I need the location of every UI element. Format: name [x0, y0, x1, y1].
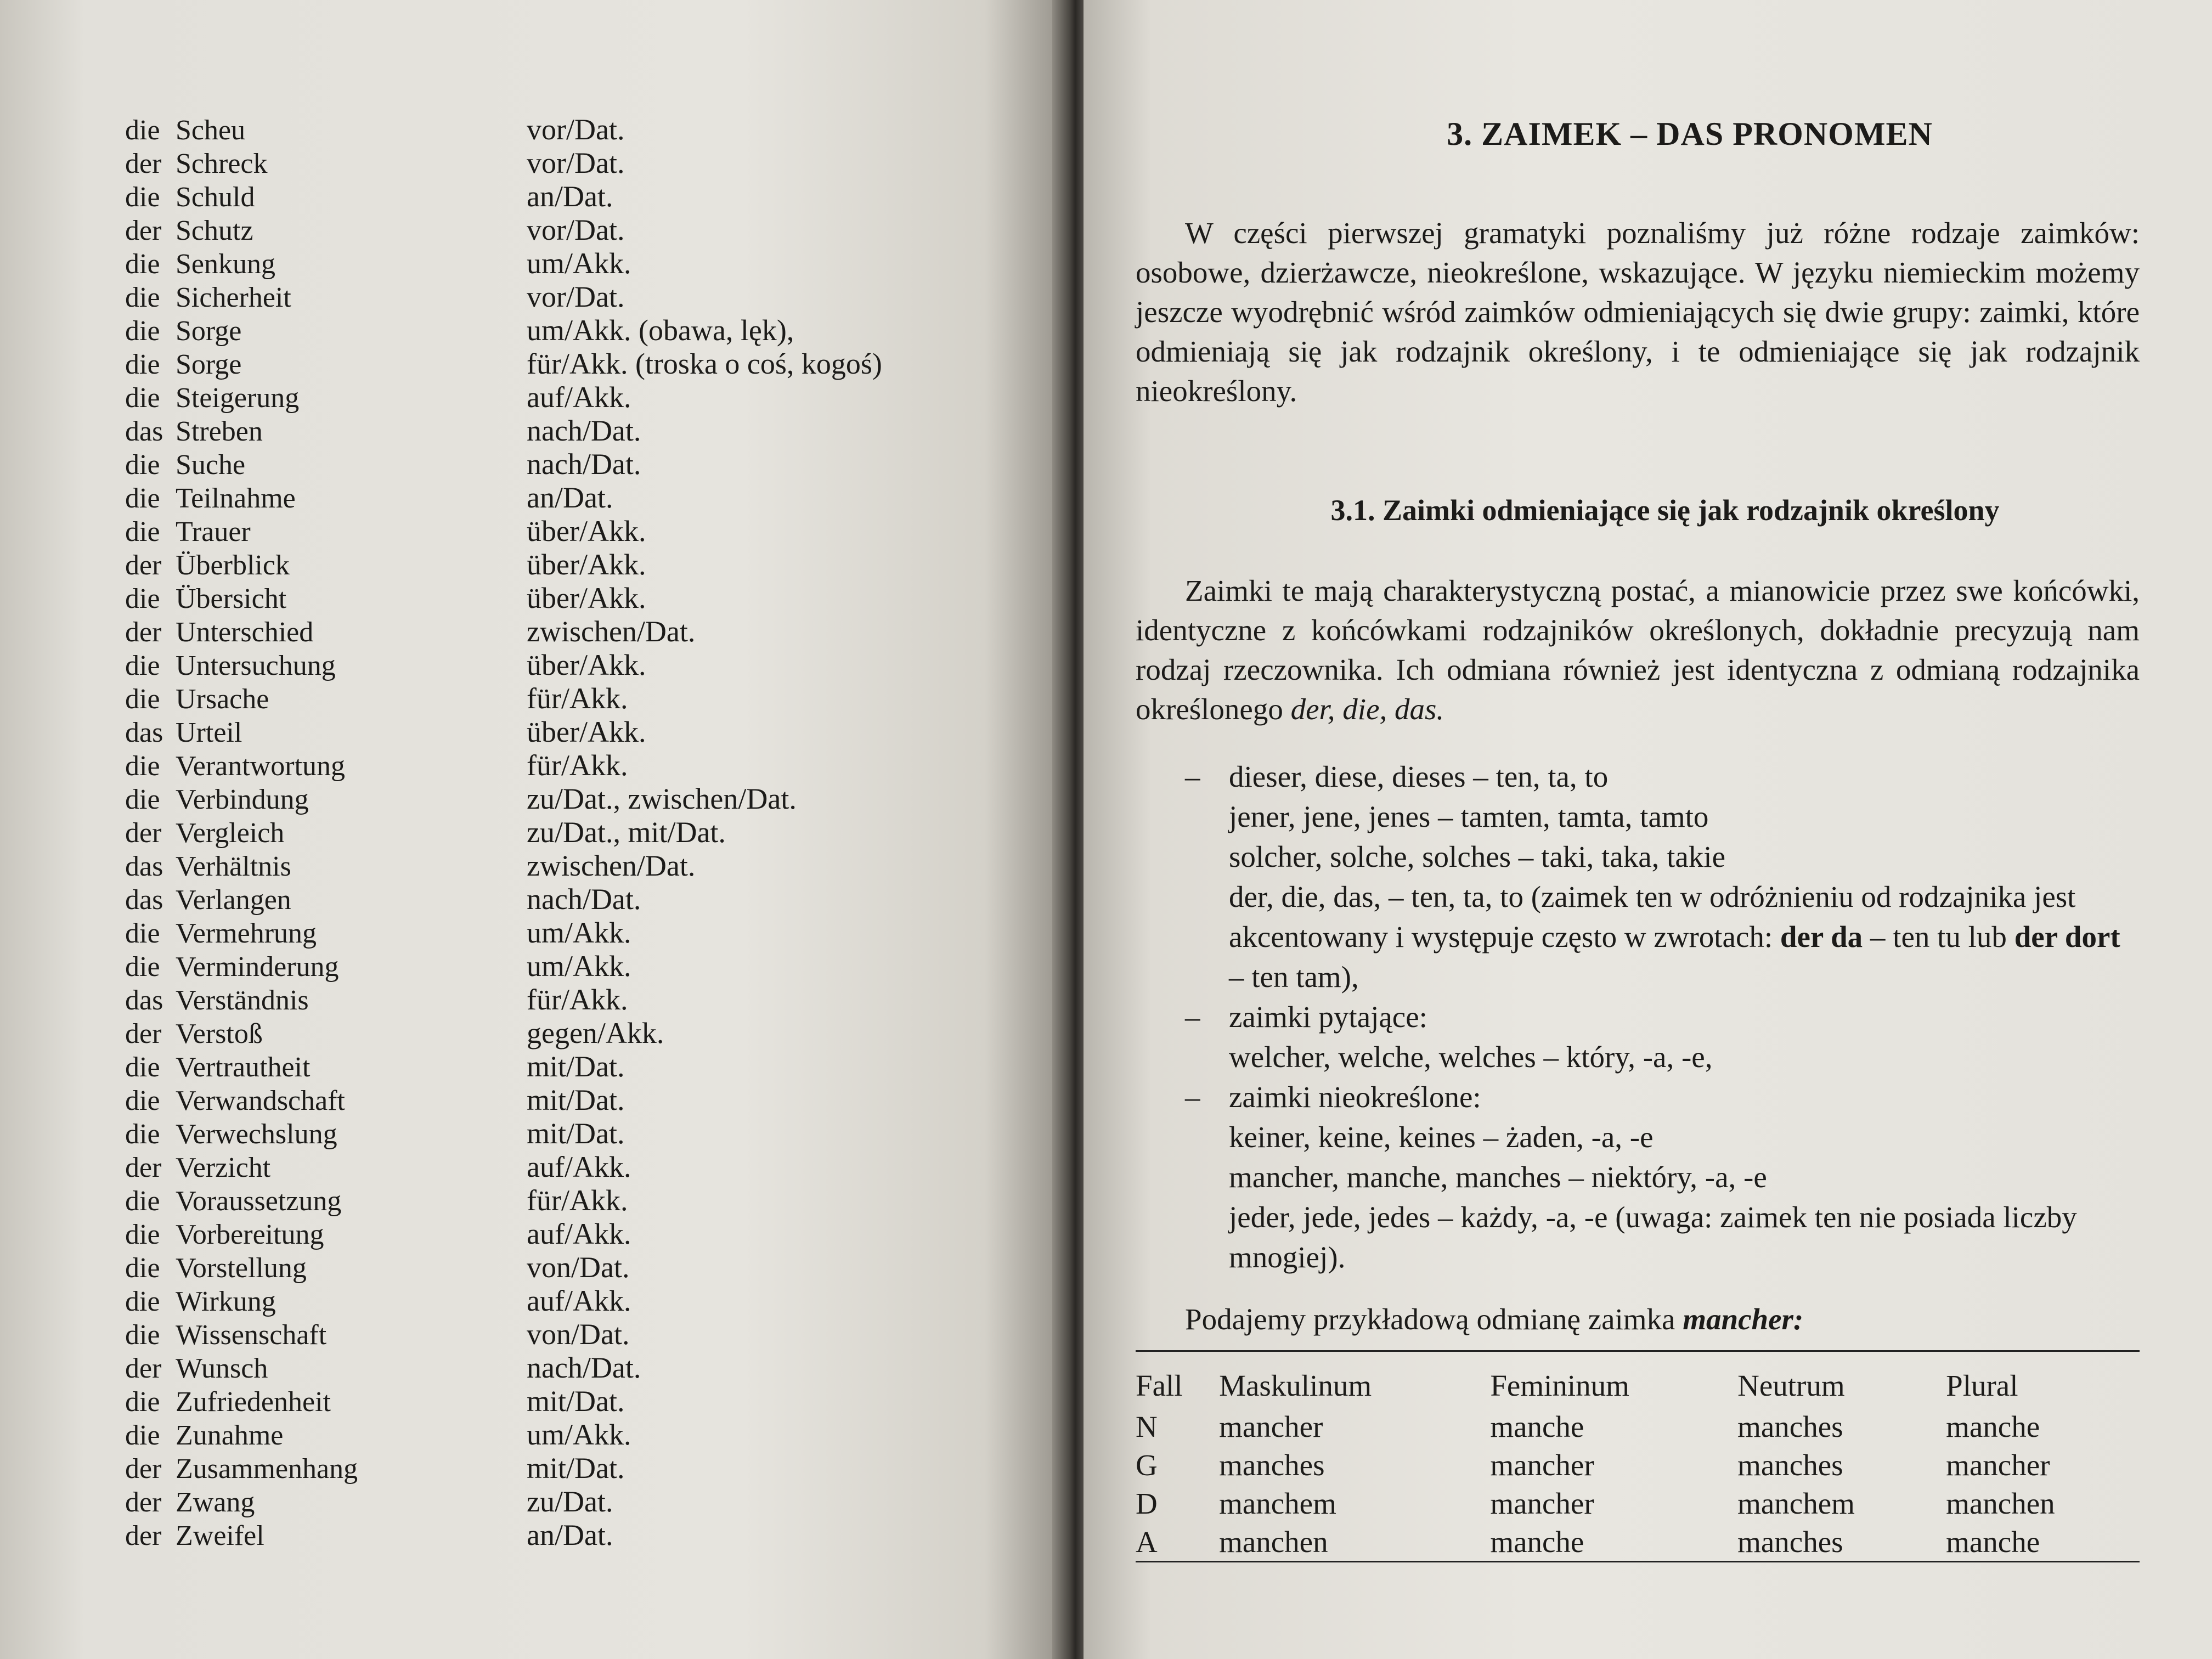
vocab-article: die — [125, 650, 160, 681]
vocab-row — [125, 481, 1025, 514]
vocab-preposition: an/Dat. — [527, 180, 613, 213]
vocab-article: die — [125, 751, 160, 782]
vocab-preposition: auf/Akk. — [527, 1217, 631, 1250]
vocab-preposition: mit/Dat. — [527, 1084, 625, 1116]
vocab-article: die — [125, 784, 160, 815]
vocab-article: die — [125, 1420, 160, 1451]
vocab-article: der — [125, 1152, 162, 1183]
vocab-preposition: gegen/Akk. — [527, 1017, 664, 1049]
vocab-noun: Voraussetzung — [176, 1186, 342, 1217]
vocab-row — [125, 146, 1025, 179]
vocab-preposition: zu/Dat., zwischen/Dat. — [527, 782, 797, 815]
vocab-noun: Schutz — [176, 215, 253, 246]
vocab-noun: Verbindung — [176, 784, 309, 815]
vocab-row — [125, 983, 1025, 1016]
vocab-article: der — [125, 1453, 162, 1485]
vocab-article: die — [125, 382, 160, 414]
vocab-list — [125, 112, 1025, 1551]
vocab-row — [125, 213, 1025, 246]
chapter-title: 3. ZAIMEK – DAS PRONOMEN — [1447, 116, 1933, 152]
vocab-preposition: um/Akk. — [527, 916, 631, 949]
vocab-noun: Sorge — [176, 349, 242, 380]
vocab-noun: Untersuchung — [176, 650, 336, 681]
vocab-noun: Zweifel — [176, 1520, 264, 1551]
vocab-noun: Senkung — [176, 249, 275, 280]
vocab-preposition: über/Akk. — [527, 648, 646, 681]
vocab-article: der — [125, 215, 162, 246]
vocab-row — [125, 179, 1025, 213]
vocab-row — [125, 1485, 1025, 1518]
section-title: 3.1. Zaimki odmieniające się jak rodzajnik określony — [1330, 494, 2000, 527]
vocab-preposition: nach/Dat. — [527, 1351, 641, 1384]
vocab-article: die — [125, 249, 160, 280]
vocab-preposition: mit/Dat. — [527, 1050, 625, 1083]
vocab-preposition: um/Akk. (obawa, lęk), — [527, 314, 794, 347]
vocab-noun: Zunahme — [176, 1420, 284, 1451]
vocab-row — [125, 1049, 1025, 1083]
vocab-noun: Zwang — [176, 1487, 255, 1518]
vocab-article: die — [125, 115, 160, 146]
vocab-article: die — [125, 684, 160, 715]
vocab-article: die — [125, 1186, 160, 1217]
vocab-noun: Verlangen — [176, 884, 291, 916]
vocab-article: die — [125, 349, 160, 380]
vocab-preposition: an/Dat. — [527, 1519, 613, 1551]
vocab-article: die — [125, 1085, 160, 1116]
vocab-noun: Vergleich — [176, 817, 285, 849]
vocab-article: die — [125, 315, 160, 347]
vocab-row — [125, 313, 1025, 347]
vocab-preposition: zu/Dat., mit/Dat. — [527, 816, 726, 849]
table-header-row: Fall Maskulinum Femininum Neutrum Plural — [1136, 1369, 2018, 1402]
vocab-row — [125, 280, 1025, 313]
vocab-noun: Unterschied — [176, 617, 314, 648]
vocab-preposition: auf/Akk. — [527, 1284, 631, 1317]
vocab-preposition: zwischen/Dat. — [527, 615, 696, 648]
vocab-row — [125, 1317, 1025, 1351]
vocab-noun: Ursache — [176, 684, 269, 715]
vocab-preposition: von/Dat. — [527, 1318, 630, 1351]
section-paragraph: Zaimki te mają charakterystyczną postać, a mianowicie przez swe końcówki, identyczne z końcówkami rodzajników określonych, dokładnie precyzują nam rodzaj rzeczownika. Ich odmiana również jest identyczna z odmianą rodzajnika określonego der, die, das. — [1136, 574, 2140, 726]
vocab-row — [125, 715, 1025, 748]
vocab-noun: Trauer — [176, 516, 251, 548]
vocab-noun: Verwechslung — [176, 1119, 337, 1150]
vocab-noun: Verhältnis — [176, 851, 291, 882]
vocab-row — [125, 916, 1025, 949]
vocab-noun: Streben — [176, 416, 263, 447]
vocab-article: die — [125, 918, 160, 949]
declension-table — [1136, 1350, 2140, 1562]
vocab-noun: Wissenschaft — [176, 1319, 327, 1351]
vocab-article: die — [125, 1286, 160, 1317]
vocab-row — [125, 447, 1025, 481]
vocab-noun: Übersicht — [176, 583, 287, 614]
list-item: – zaimki nieokreślone: keiner, keine, keines – żaden, -a, -e mancher, manche, manches – niektóry, -a, -e jeder, jede, jedes – każdy, -a, -e (uwaga: zaimek ten nie posiada liczby mnogiej). — [1185, 1080, 2077, 1274]
vocab-preposition: vor/Dat. — [527, 280, 625, 313]
vocab-article: die — [125, 1319, 160, 1351]
vocab-article: das — [125, 851, 163, 882]
vocab-preposition: nach/Dat. — [527, 883, 641, 916]
vocab-article: der — [125, 817, 162, 849]
vocab-preposition: vor/Dat. — [527, 113, 625, 146]
vocab-noun: Vorstellung — [176, 1252, 307, 1284]
vocab-row — [125, 514, 1025, 548]
vocab-noun: Verminderung — [176, 951, 339, 983]
vocab-preposition: vor/Dat. — [527, 146, 625, 179]
vocab-preposition: mit/Dat. — [527, 1452, 625, 1485]
vocab-noun: Schreck — [176, 148, 268, 179]
left-page — [0, 0, 1059, 1659]
vocab-article: die — [125, 1386, 160, 1418]
vocab-row — [125, 1150, 1025, 1183]
vocab-preposition: vor/Dat. — [527, 213, 625, 246]
vocab-article: das — [125, 717, 163, 748]
vocab-row — [125, 1217, 1025, 1250]
vocab-preposition: für/Akk. — [527, 983, 628, 1016]
vocab-row — [125, 1183, 1025, 1217]
vocab-row — [125, 246, 1025, 280]
vocab-article: der — [125, 617, 162, 648]
vocab-row — [125, 112, 1025, 146]
vocab-preposition: nach/Dat. — [527, 448, 641, 481]
vocab-article: die — [125, 516, 160, 548]
vocab-row — [125, 949, 1025, 983]
vocab-preposition: um/Akk. — [527, 247, 631, 280]
vocab-article: der — [125, 1487, 162, 1518]
vocab-preposition: über/Akk. — [527, 715, 646, 748]
der-die-das-line: der, die, das, – ten, ta, to (zaimek ten w odróżnieniu od rodzajnika jest akcentowany i występuje często w zwrotach: der da – ten tu lub der dort – ten tam), — [1229, 880, 2120, 994]
vocab-article: der — [125, 550, 162, 581]
vocab-noun: Suche — [176, 449, 246, 481]
vocab-noun: Urteil — [176, 717, 242, 748]
vocab-preposition: für/Akk. — [527, 682, 628, 715]
vocab-preposition: über/Akk. — [527, 548, 646, 581]
vocab-row — [125, 1518, 1025, 1551]
vocab-row — [125, 581, 1025, 614]
vocab-preposition: an/Dat. — [527, 481, 613, 514]
vocab-row — [125, 1451, 1025, 1485]
vocab-row — [125, 1384, 1025, 1418]
vocab-article: der — [125, 1520, 162, 1551]
vocab-preposition: zwischen/Dat. — [527, 849, 696, 882]
vocab-noun: Wirkung — [176, 1286, 276, 1317]
vocab-row — [125, 681, 1025, 715]
vocab-noun: Verwandschaft — [176, 1085, 345, 1116]
vocab-article: die — [125, 449, 160, 481]
vocab-preposition: für/Akk. (troska o coś, kogoś) — [527, 347, 882, 380]
vocab-preposition: auf/Akk. — [527, 381, 631, 414]
vocab-preposition: für/Akk. — [527, 1184, 628, 1217]
vocab-row — [125, 1083, 1025, 1116]
vocab-noun: Verstoß — [176, 1018, 263, 1049]
vocab-row — [125, 1250, 1025, 1284]
vocab-article: das — [125, 416, 163, 447]
vocab-noun: Verantwortung — [176, 751, 346, 782]
vocab-preposition: von/Dat. — [527, 1251, 630, 1284]
vocab-preposition: über/Akk. — [527, 515, 646, 548]
vocab-noun: Sorge — [176, 315, 242, 347]
vocab-article: der — [125, 148, 162, 179]
vocab-article: die — [125, 1252, 160, 1284]
vocab-article: die — [125, 1052, 160, 1083]
vocab-article: die — [125, 483, 160, 514]
vocab-noun: Verzicht — [176, 1152, 271, 1183]
vocab-row — [125, 782, 1025, 815]
vocab-article: die — [125, 1119, 160, 1150]
vocab-noun: Sicherheit — [176, 282, 291, 313]
vocab-article: die — [125, 583, 160, 614]
vocab-noun: Wunsch — [176, 1353, 268, 1384]
list-item: – zaimki pytające: welcher, welche, welches – który, -a, -e, — [1185, 1000, 1713, 1074]
vocab-row — [125, 648, 1025, 681]
vocab-row — [125, 1418, 1025, 1451]
vocab-noun: Teilnahme — [176, 483, 296, 514]
vocab-row — [125, 1116, 1025, 1150]
vocab-article: das — [125, 985, 163, 1016]
vocab-noun: Schuld — [176, 182, 255, 213]
table-row: D manchem mancher manchem manchen — [1136, 1486, 2055, 1520]
vocab-preposition: mit/Dat. — [527, 1385, 625, 1418]
vocab-preposition: mit/Dat. — [527, 1117, 625, 1150]
vocab-article: das — [125, 884, 163, 916]
vocab-row — [125, 815, 1025, 849]
vocab-row — [125, 849, 1025, 882]
vocab-preposition: über/Akk. — [527, 582, 646, 614]
vocab-preposition: um/Akk. — [527, 950, 631, 983]
table-row: N mancher manche manches manche — [1136, 1409, 2040, 1443]
right-page-content — [1136, 115, 2140, 1562]
vocab-noun: Steigerung — [176, 382, 300, 414]
vocab-row — [125, 548, 1025, 581]
vocab-preposition: nach/Dat. — [527, 414, 641, 447]
vocab-row — [125, 347, 1025, 380]
vocab-row — [125, 614, 1025, 648]
intro-paragraph: W części pierwszej gramatyki poznaliśmy już różne rodzaje zaimków: osobowe, dzierżawcze, nieokreślone, wskazujące. W języku niemieckim możemy jeszcze wyodrębnić wśród zaimków odmieniających się dwie grupy: zaimki, które odmieniają się jak rodzajnik określony, i te odmieniające się jak rodzajnik nieokreślony. — [1136, 216, 2140, 408]
vocab-noun: Zusammenhang — [176, 1453, 358, 1485]
vocab-row — [125, 1016, 1025, 1049]
vocab-noun: Vermehrung — [176, 918, 317, 949]
vocab-article: der — [125, 1018, 162, 1049]
vocab-preposition: zu/Dat. — [527, 1485, 613, 1518]
vocab-row — [125, 748, 1025, 782]
vocab-article: die — [125, 282, 160, 313]
vocab-noun: Vorbereitung — [176, 1219, 324, 1250]
pronoun-list — [1185, 757, 2140, 1277]
table-row: G manches mancher manches mancher — [1136, 1448, 2050, 1482]
vocab-row — [125, 1284, 1025, 1317]
vocab-row — [125, 882, 1025, 916]
vocab-noun: Verständnis — [176, 985, 309, 1016]
vocab-preposition: für/Akk. — [527, 749, 628, 782]
vocab-article: die — [125, 182, 160, 213]
vocab-row — [125, 380, 1025, 414]
list-item: – dieser, diese, dieses – ten, ta, to jener, jene, jenes – tamten, tamta, tamto solcher, solche, solches – taki, taka, takie der, die, das, – ten, ta, to (zaimek ten w odróżnieniu od rodzajnika jest akcentowany i występuje często w zwrotach: der da – ten tu lub der dort – ten tam), — [1185, 757, 2140, 997]
vocab-noun: Vertrautheit — [176, 1052, 311, 1083]
vocab-article: der — [125, 1353, 162, 1384]
vocab-preposition: um/Akk. — [527, 1418, 631, 1451]
vocab-noun: Scheu — [176, 115, 246, 146]
vocab-row — [125, 1351, 1025, 1384]
vocab-row — [125, 414, 1025, 447]
vocab-article: die — [125, 951, 160, 983]
vocab-noun: Überblick — [176, 550, 290, 581]
vocab-preposition: auf/Akk. — [527, 1150, 631, 1183]
vocab-noun: Zufriedenheit — [176, 1386, 331, 1418]
vocab-article: die — [125, 1219, 160, 1250]
table-lead: Podajemy przykładową odmianę zaimka mancher: — [1185, 1302, 1804, 1336]
table-row: A manchen manche manches manche — [1136, 1525, 2040, 1559]
